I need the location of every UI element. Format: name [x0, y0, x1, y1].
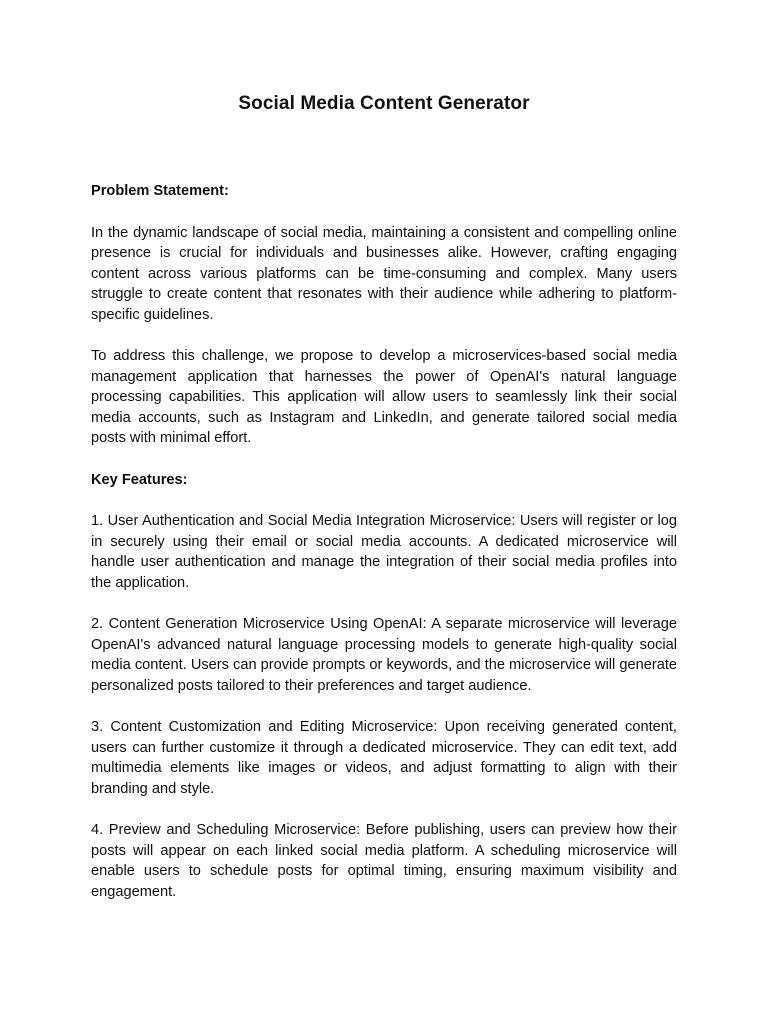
problem-statement-heading: Problem Statement: — [91, 183, 229, 199]
key-features-heading: Key Features: — [91, 471, 188, 488]
feature-item-1: 1. User Authentication and Social Media Integration Microservice: Users will register or log in securely using their email or social media accounts. A dedicated microservice will handle user authentication and manage the integration of their social media profiles into the application. — [91, 513, 677, 591]
document-title: Social Media Content Generator — [238, 93, 530, 114]
feature-item-2: 2. Content Generation Microservice Using OpenAI: A separate microservice will leverage OpenAI's advanced natural language processing models to generate high-quality social media content. Users can provide prompts or keywords, and the microservice will generate personalized posts tailored to their preferences and target audience. — [91, 616, 677, 694]
feature-item-3: 3. Content Customization and Editing Microservice: Upon receiving generated content, users can further customize it through a dedicated microservice. They can edit text, add multimedia elements like images or videos, and adjust formatting to align with their branding and style. — [91, 719, 677, 797]
feature-item-4: 4. Preview and Scheduling Microservice: Before publishing, users can preview how their posts will appear on each linked social media platform. A scheduling microservice will enable users to schedule posts for optimal timing, ensuring maximum visibility and engagement. — [91, 822, 677, 900]
problem-paragraph-2: To address this challenge, we propose to develop a microservices-based social media management application that harnesses the power of OpenAI's natural language processing capabilities. This application will allow users to seamlessly link their social media accounts, such as Instagram and LinkedIn, and generate tailored social media posts with minimal effort. — [91, 348, 677, 446]
problem-paragraph-1: In the dynamic landscape of social media, maintaining a consistent and compelling online presence is crucial for individuals and businesses alike. However, crafting engaging content across various platforms can be time-consuming and complex. Many users struggle to create content that resonates with their audience while adhering to platform-specific guidelines. — [91, 224, 677, 323]
